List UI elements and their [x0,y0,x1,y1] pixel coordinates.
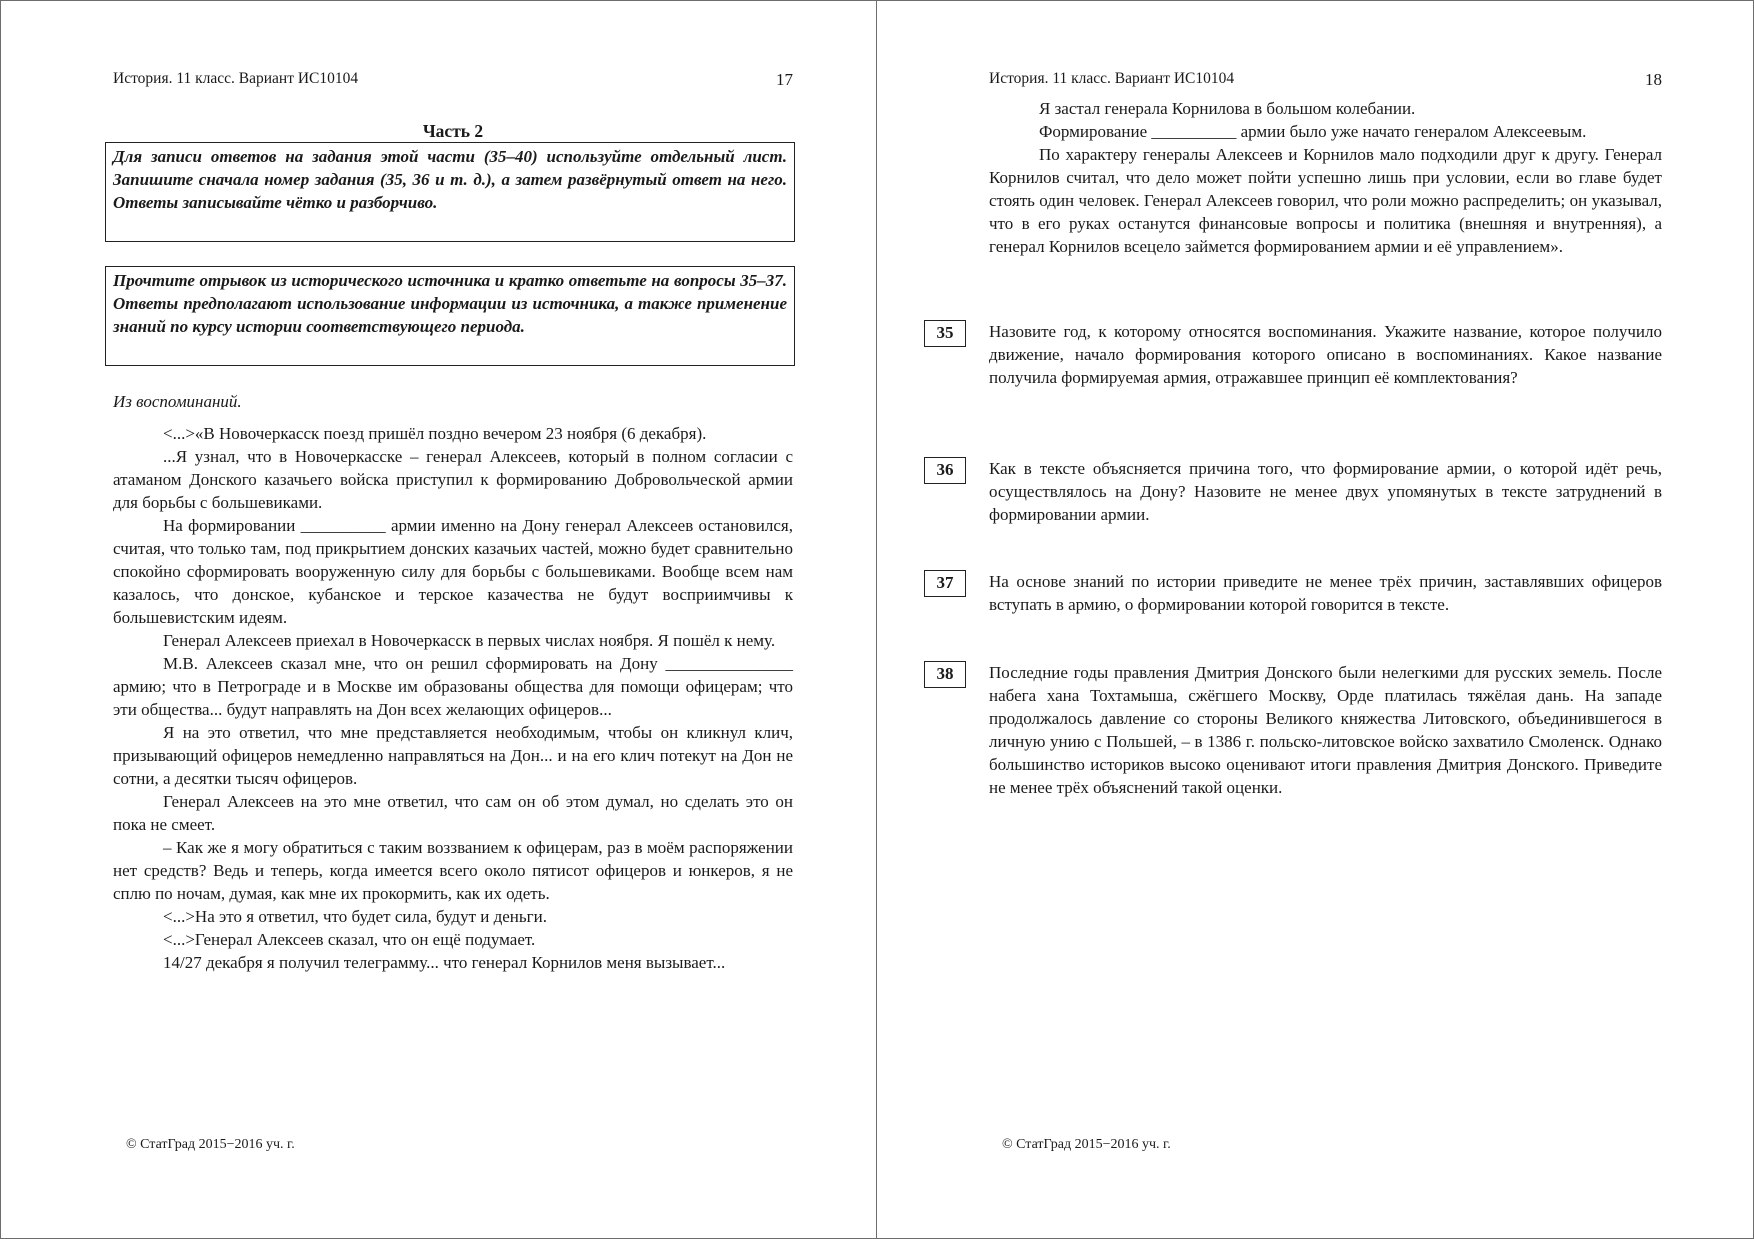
paragraph: <...>«В Новочеркасск поезд пришёл поздно вечером 23 ноября (6 декабря). [163,424,707,443]
paragraph: Я на это ответил, что мне представляется необходимым, чтобы он кликнул клич, призывающий офицеров немедленно направляться на Дон... и на его клич потекут на Дон не сотни, а десятки тысяч офицеров. [113,723,793,788]
task-question: Назовите год, к которому относятся воспоминания. Укажите название, которое получило движение, начало формирования которого описано в воспоминаниях. Какое название получила формируемая армия, отражавшее принцип её комплектования? [989,322,1662,387]
task-number-badge: 35 [924,320,966,347]
instruction-box: Для записи ответов на задания этой части (35–40) используйте отдельный лист. Запишите сначала номер задания (35, 36 и т. д.), а затем развёрнутый ответ на него. Ответы записывайте чётко и разборчиво. [105,142,795,242]
source-label: Из воспоминаний. [113,392,242,411]
paragraph: М.В. Алексеев сказал мне, что он решил сформировать на Дону _______________ армию; что в Петрограде и в Москве им образованы общества для помощи офицерам; что эти общества... будут направлять на Дон всех желающих офицеров... [113,654,793,719]
header-title: История. 11 класс. Вариант ИС10104 [989,70,1235,87]
paragraph: Генерал Алексеев приехал в Новочеркасск в первых числах ноября. Я пошёл к нему. [163,631,776,650]
task-36 [936,457,1662,526]
task-number-badge: 38 [924,661,966,688]
task-37 [936,570,1662,616]
paragraph: Генерал Алексеев на это мне ответил, что сам он об этом думал, но сделать это он пока не смеет. [113,792,793,834]
task-number-badge: 37 [924,570,966,597]
footer-copyright: © СтатГрад 2015−2016 уч. г. [1002,1137,1171,1152]
page-number: 18 [1645,70,1662,89]
page-header [989,70,1662,94]
paragraph: Формирование __________ армии было уже начато генералом Алексеевым. [1039,122,1587,141]
task-question: Последние годы правления Дмитрия Донского были нелегкими для русских земель. После набега хана Тохтамыша, сжёгшего Москву, Орде платилась тяжёлая дань. На западе продолжалось давление со стороны Великого княжества Литовского, объединившегося в личную унию с Польшей, – в 1386 г. польско-литовское войско захватило Смоленск. Однако большинство историков высоко оценивают итоги правления Дмитрия Донского. Приведите не менее трёх объяснений такой оценки. [989,663,1662,797]
paragraph: <...>Генерал Алексеев сказал, что он ещё подумает. [163,930,536,949]
paragraph: – Как же я могу обратиться с таким воззванием к офицерам, раз в моём распоряжении нет средств? Ведь и теперь, когда имеется всего около пятисот офицеров и юнкеров, я не сплю по ночам, думая, как мне их прокормить, как их одеть. [113,838,793,903]
part-title: Часть 2 [422,121,484,141]
header-title: История. 11 класс. Вариант ИС10104 [113,70,359,87]
page-divider [876,0,877,1239]
paragraph: По характеру генералы Алексеев и Корнилов мало подходили друг к другу. Генерал Корнилов считал, что дело может пойти успешно лишь при условии, если во главе будет стоять один человек. Генерал Алексеев говорил, что роли можно распределить; он указывал, что в его руках останутся финансовые вопросы и политика (внешняя и внутренняя), а генерал Корнилов всецело займется формированием армии и её управлением». [989,145,1662,256]
task-35 [936,320,1662,389]
paragraph: <...>На это я ответил, что будет сила, будут и деньги. [163,907,547,926]
task-number-badge: 36 [924,457,966,484]
paragraph: 14/27 декабря я получил телеграмму... что генерал Корнилов меня вызывает... [163,953,726,972]
source-text [113,422,793,974]
source-text-continued [989,97,1662,258]
page-number: 17 [776,70,793,89]
task-38 [936,661,1662,799]
task-question: Как в тексте объясняется причина того, что формирование армии, о которой идёт речь, осуществлялось на Дону? Назовите не менее двух упомянутых в тексте затруднений в формировании армии. [989,459,1662,524]
paragraph: ...Я узнал, что в Новочеркасске – генерал Алексеев, который в полном согласии с атаманом Донского казачьего войска приступил к формированию Добровольческой армии для борьбы с большевиками. [113,447,793,512]
footer-copyright: © СтатГрад 2015−2016 уч. г. [126,1137,295,1152]
paragraph: Я застал генерала Корнилова в большом колебании. [1039,99,1416,118]
page-header [113,70,793,94]
task-question: На основе знаний по истории приведите не менее трёх причин, заставлявших офицеров вступать в армию, о формировании которой говорится в тексте. [989,572,1662,614]
paragraph: На формировании __________ армии именно на Дону генерал Алексеев остановился, считая, что только там, под прикрытием донских казачьих частей, можно будет сравнительно спокойно сформировать вооруженную силу для борьбы с большевиками. Вообще всем нам казалось, что донское, кубанское и терское казачества не будут восприимчивы к большевистским идеям. [113,516,793,627]
reading-instruction-box: Прочтите отрывок из исторического источника и кратко ответьте на вопросы 35–37. Ответы предполагают использование информации из источника, а также применение знаний по курсу истории соответствующего периода. [105,266,795,366]
